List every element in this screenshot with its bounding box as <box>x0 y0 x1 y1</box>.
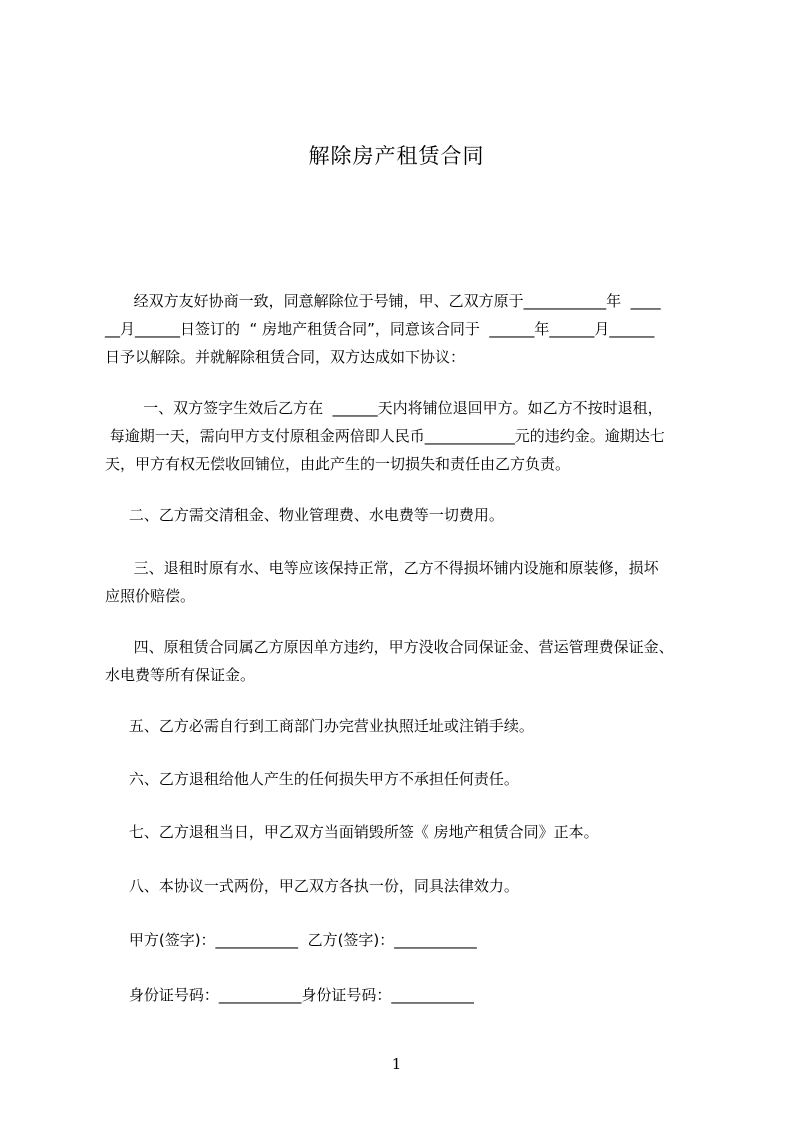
text-line: 日予以解除。并就解除租赁合同，双方达成如下协议： <box>105 348 466 366</box>
clause-2 <box>105 501 705 529</box>
text-line: 二、乙方需交清租金、物业管理费、水电费等一切费用。 <box>105 506 504 524</box>
text-line: 经双方友好协商一致，同意解除位于号铺，甲、乙双方原于___________年 ____ <box>105 292 661 310</box>
clause-7 <box>105 818 705 846</box>
text-line: 水电费等所有保证金。 <box>105 666 256 684</box>
text-line: 应照价赔偿。 <box>105 587 196 605</box>
text-line: 五、乙方必需自行到工商部门办完营业执照迁址或注销手续。 <box>105 717 534 735</box>
signature-line <box>105 926 705 954</box>
clause-3 <box>105 554 705 610</box>
clause-4 <box>105 633 705 689</box>
clause-8 <box>105 872 705 900</box>
page-number: 1 <box>391 1055 402 1073</box>
clause-6 <box>105 765 705 793</box>
text-line: 三、退租时原有水、电等应该保持正常，乙方不得损坏铺内设施和原装修，损坏 <box>105 559 659 577</box>
text-line: 天，甲方有权无偿收回铺位，由此产生的一切损失和责任由乙方负责。 <box>105 455 571 473</box>
text-line: 身份证号码：___________身份证号码：___________ <box>105 986 474 1004</box>
intro-paragraph <box>105 287 705 371</box>
clause-5 <box>105 712 705 740</box>
text-line: 八、本协议一式两份，甲乙双方各执一份，同具法律效力。 <box>105 877 519 895</box>
text-line: 六、乙方退租给他人产生的任何损失甲方不承担任何责任。 <box>105 770 519 788</box>
text-line: 七、乙方退租当日，甲乙双方当面销毁所签《 房地产租赁合同》正本。 <box>105 823 599 841</box>
clause-1 <box>105 394 705 478</box>
text-line: 甲方(签字)：___________ 乙方(签字)：___________ <box>105 931 477 949</box>
text-line: __月______日签订的 “ 房地产租赁合同”，同意该合同于 ______年______月______ <box>105 320 655 338</box>
id-number-line <box>105 981 705 1009</box>
document-title: 解除房产租赁合同 <box>308 144 485 168</box>
text-line: 四、原租赁合同属乙方原因单方违约，甲方没收合同保证金、营运管理费保证金、 <box>105 638 674 656</box>
text-line: 一、双方签字生效后乙方在 ______天内将铺位退回甲方。如乙方不按时退租， <box>105 399 663 417</box>
text-line: 每逾期一天，需向甲方支付原租金两倍即人民币____________元的违约金。逾期达七 <box>105 427 665 445</box>
